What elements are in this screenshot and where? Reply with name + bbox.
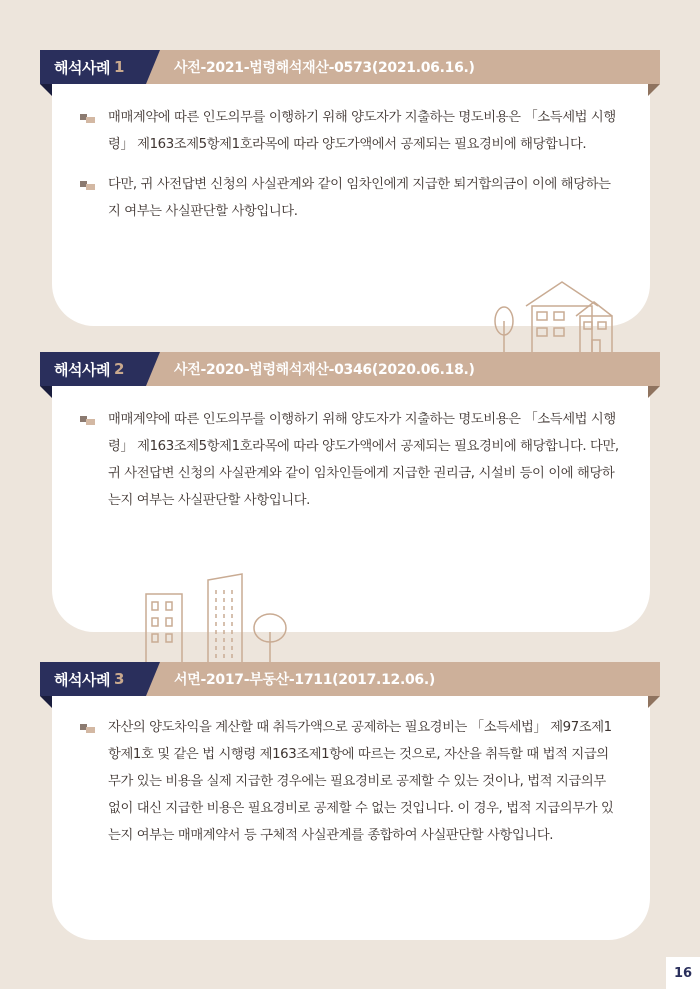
list-item: [80, 171, 620, 225]
list-item: [80, 714, 620, 849]
case-tag-number: 3: [113, 670, 124, 688]
case-tag-label: 해석사례: [54, 360, 110, 379]
ribbon-fold: [40, 696, 52, 708]
item-text: 매매계약에 따른 인도의무를 이행하기 위해 양도자가 지출하는 명도비용은 「소득세법 시행령」 제163조제5항제1호라목에 따라 양도가액에서 공제되는 필요경비에 해당합니다.: [108, 110, 616, 152]
house-illustration: [488, 276, 618, 356]
ribbon-fold: [648, 84, 660, 96]
bullet-icon: [80, 181, 94, 189]
case-1-items: [80, 104, 620, 238]
case-tag: [40, 352, 146, 386]
item-text: 자산의 양도차익을 계산할 때 취득가액으로 공제하는 필요경비는 「소득세법」 제97조제1항제1호 및 같은 법 시행령 제163조제1항에 따르는 것으로, 자산을 취득할 때 법적 지급의무가 있는 비용을 실제 지급한 경우에는 필요경비로 공제할 수 있는 것이나, 법적 지급의무 없이 대신 지급한 비용은 필요경비로 공제할 수 없는 것입니다. 이 경우, 법적 지급의무가 있는지 여부는 매매계약서 등 구체적 사실관계를 종합하여 사실판단할 사항입니다.: [108, 720, 614, 843]
buildings-illustration: [140, 572, 300, 664]
list-item: [80, 104, 620, 158]
case-2-items: [80, 406, 620, 527]
case-header-3: [40, 662, 660, 696]
case-header-2: [40, 352, 660, 386]
bullet-icon: [80, 416, 94, 424]
case-tag-number: 2: [113, 360, 124, 378]
page-number: 16: [666, 957, 700, 989]
case-tag-label: 해석사례: [54, 58, 110, 77]
case-tag: [40, 50, 146, 84]
case-id: 사전-2021-법령해석재산-0573(2021.06.16.): [146, 50, 660, 84]
case-id: 사전-2020-법령해석재산-0346(2020.06.18.): [146, 352, 660, 386]
case-tag-number: 1: [113, 58, 124, 76]
case-id: 서면-2017-부동산-1711(2017.12.06.): [146, 662, 660, 696]
bullet-icon: [80, 724, 94, 732]
ribbon-fold: [40, 84, 52, 96]
case-tag-label: 해석사례: [54, 670, 110, 689]
case-3-items: [80, 714, 620, 862]
ribbon-fold: [648, 696, 660, 708]
bullet-icon: [80, 114, 94, 122]
ribbon-fold: [648, 386, 660, 398]
item-text: 다만, 귀 사전답변 신청의 사실관계와 같이 임차인에게 지급한 퇴거합의금이 이에 해당하는지 여부는 사실판단할 사항입니다.: [108, 177, 611, 219]
case-tag: [40, 662, 146, 696]
ribbon-fold: [40, 386, 52, 398]
case-header-1: [40, 50, 660, 84]
list-item: [80, 406, 620, 514]
item-text: 매매계약에 따른 인도의무를 이행하기 위해 양도자가 지출하는 명도비용은 「소득세법 시행령」 제163조제5항제1호라목에 따라 양도가액에서 공제되는 필요경비에 해당합니다. 다만, 귀 사전답변 신청의 사실관계와 같이 임차인들에게 지급한 권리금, 시설비 등이 이에 해당하는지 여부는 사실판단할 사항입니다.: [108, 412, 619, 508]
